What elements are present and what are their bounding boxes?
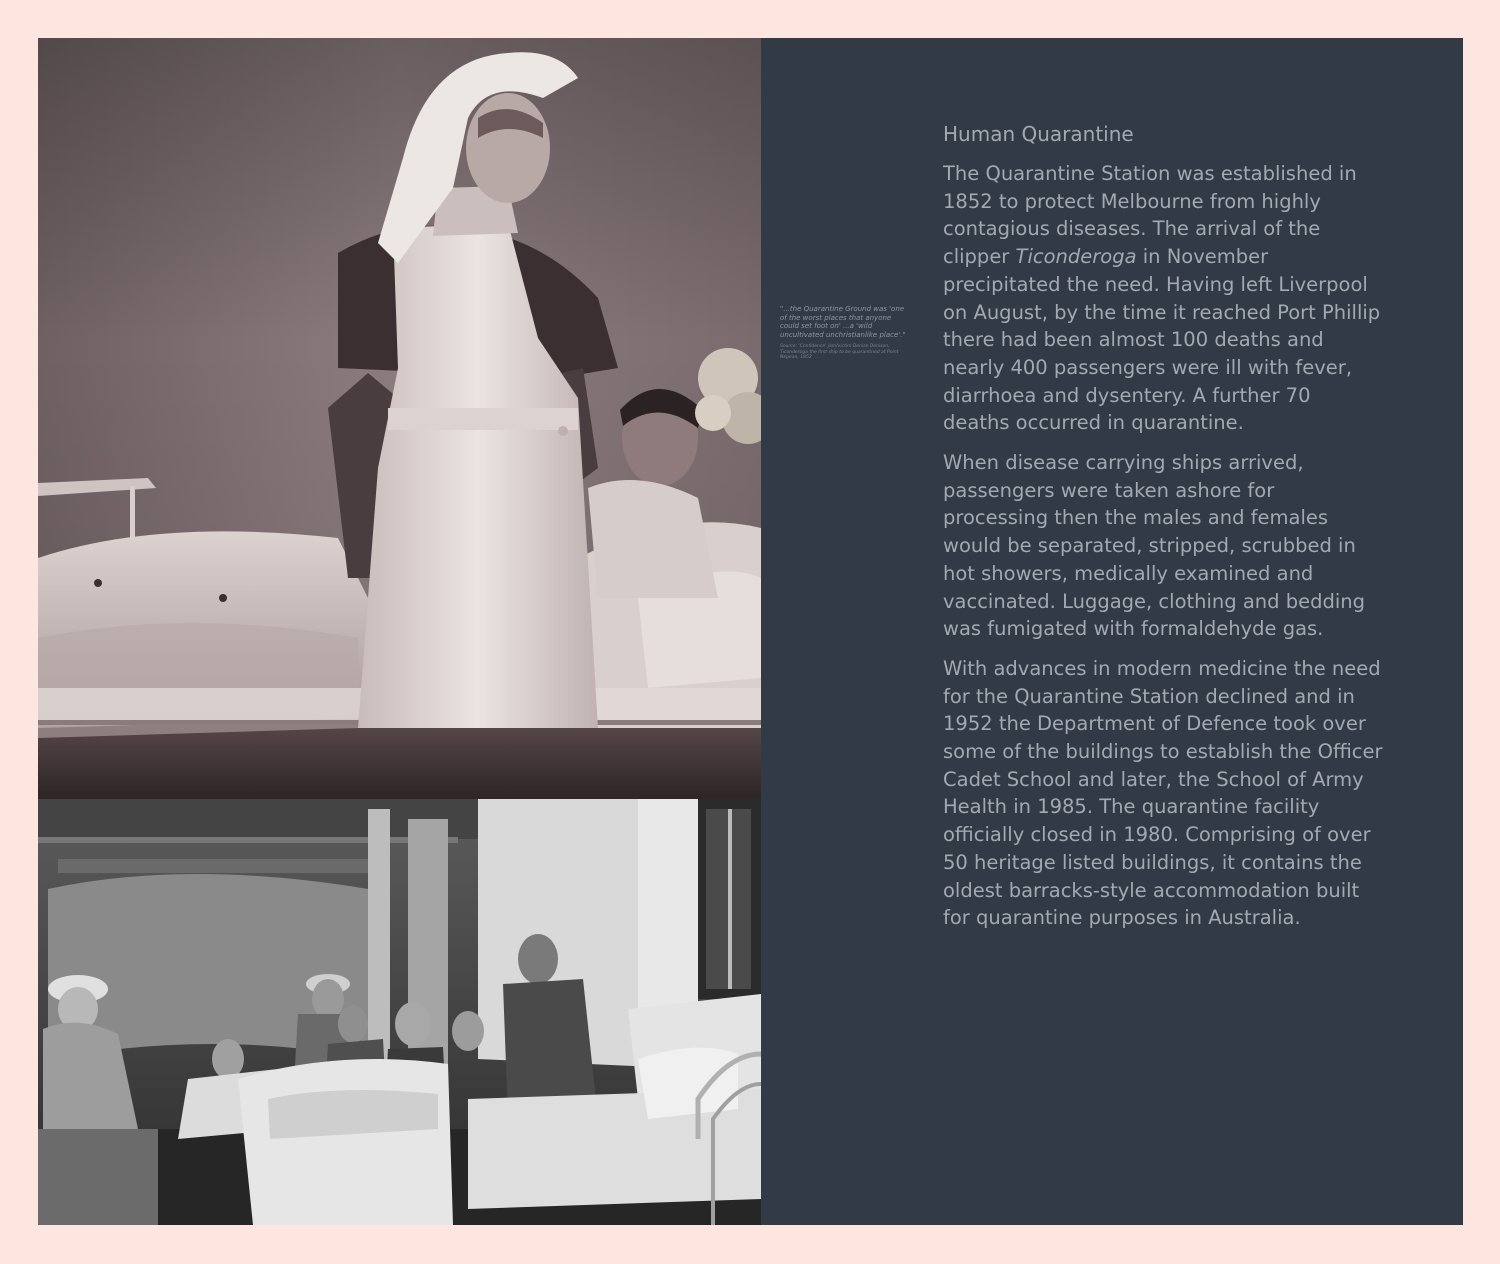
quote-source: Source: 'Confidence' jam/victim Denise Denison, Ticonderoga the first ship to be quarantined at Point Nepean, 1852 (780, 344, 899, 360)
text-panel (761, 38, 1463, 1225)
paragraph-2: When disease carrying ships arrived, passengers were taken ashore for processing then the males and females would be separated, stripped, scrubbed in hot showers, medically examined and vaccinated. Luggage, clothing and bedding was fumigated with formaldehyde gas. (943, 451, 1366, 641)
quote-text: "...the Quarantine Ground was 'one of the worst places that anyone could set foot on' ...a 'wild uncultivated unchristianlike place'." (780, 305, 906, 339)
verandah-photograph (38, 799, 761, 1225)
document-spread (38, 38, 1463, 1225)
paragraph-3: With advances in modern medicine the need for the Quarantine Station declined and in 1952 the Department of Defence took over some of the buildings to establish the Officer Cadet School and later, the School of Army Health in 1985. The quarantine facility officially closed in 1980. Comprising of over 50 heritage listed buildings, it contains the oldest barracks-style accommodation built for quarantine purposes in Australia. (943, 656, 1383, 930)
ship-name: Ticonderoga (1015, 245, 1137, 269)
article-body (943, 120, 1383, 944)
photo-column (38, 38, 761, 1225)
nurse-photograph (38, 38, 761, 799)
paragraph-1-end: in November precipitated the need. Having left Liverpool on August, by the time it reached Port Phillip there had been almost 100 deaths and nearly 400 passengers were ill with fever, diarrhoea and dysentery. A further 70 deaths occurred in quarantine. (943, 245, 1381, 435)
article-title: Human Quarantine (943, 122, 1134, 146)
paragraph-1 (943, 160, 1383, 437)
pull-quote (780, 305, 910, 361)
paragraph-1-start: The Quarantine Station was established in 1852 to protect Melbourne from highly contagious diseases. The arrival of the clipper (943, 162, 1357, 269)
